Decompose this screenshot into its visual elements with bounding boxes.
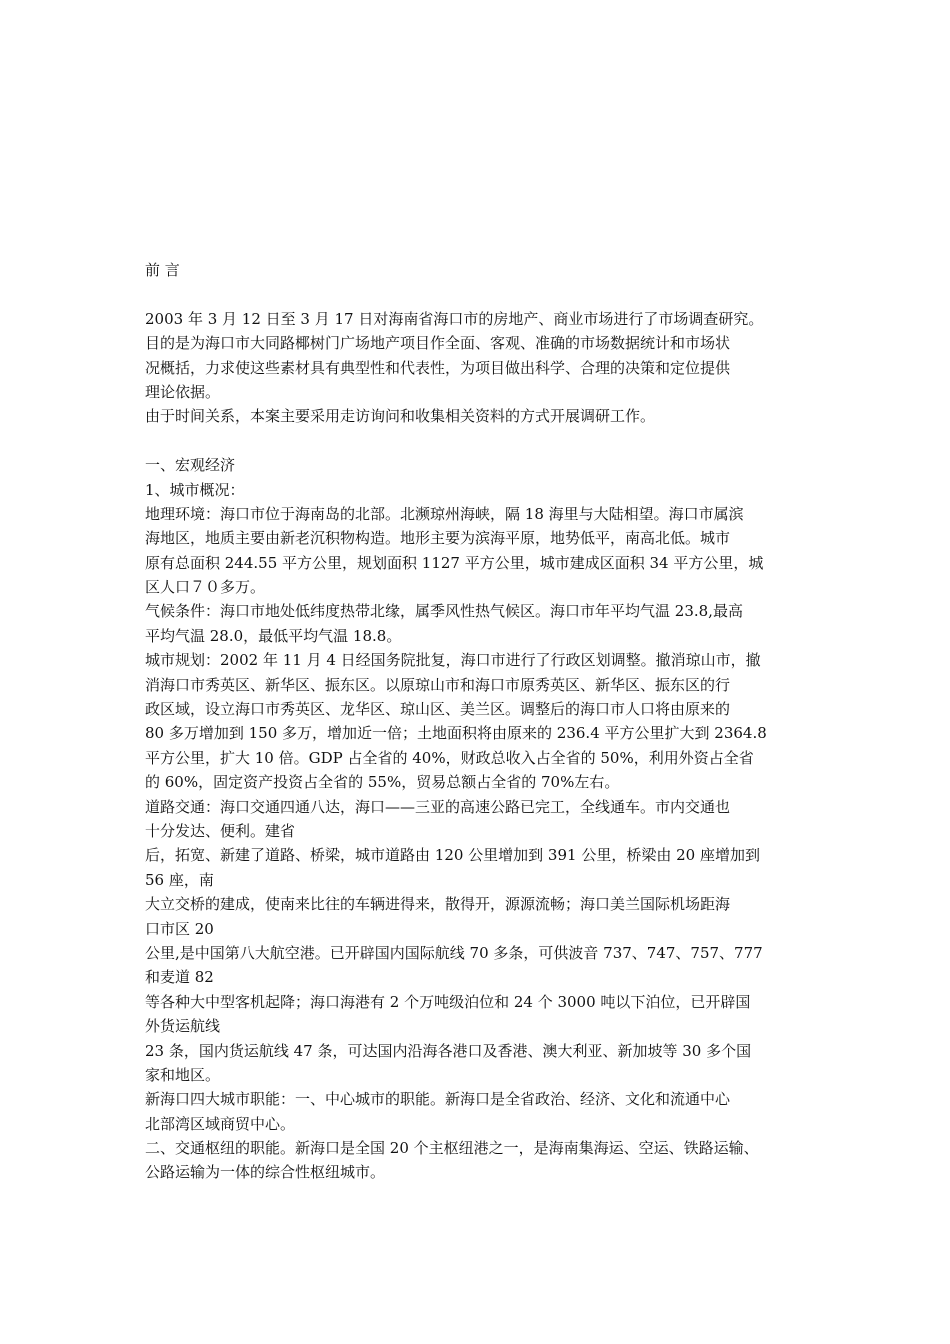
section-heading: 一、宏观经济: [145, 456, 236, 475]
text-line: 城市规划：2002 年 11 月 4 日经国务院批复，海口市进行了行政区划调整。撤消琼山市，撤: [145, 651, 761, 670]
text-line: 由于时间关系，本案主要采用走访询问和收集相关资料的方式开展调研工作。: [145, 407, 656, 426]
text-line: 56 座，南: [145, 870, 214, 889]
blank-line: [145, 282, 815, 306]
text-line: 23 条，国内货运航线 47 条，可达国内沿海各港口及香港、澳大利亚、新加坡等 30 多个国: [145, 1041, 752, 1060]
text-line: 况概括，力求使这些素材具有典型性和代表性，为项目做出科学、合理的决策和定位提供: [145, 358, 731, 377]
paragraph-block-intro: [145, 307, 815, 429]
text-line: 外货运航线: [145, 1017, 221, 1036]
text-line: 新海口四大城市职能：一、中心城市的职能。新海口是全省政治、经济、文化和流通中心: [145, 1090, 731, 1109]
text-line: 十分发达、便利。建省: [145, 821, 296, 840]
text-line: 海地区，地质主要由新老沉积物构造。地形主要为滨海平原，地势低平，南高北低。城市: [145, 529, 731, 548]
text-line: [145, 1185, 815, 1209]
text-line: 公里,是中国第八大航空港。已开辟国内国际航线 70 多条，可供波音 737、747、757、777: [145, 943, 763, 962]
text-line: 二、交通枢纽的职能。新海口是全国 20 个主枢纽港之一，是海南集海运、空运、铁路运输、: [145, 1139, 759, 1158]
text-line: 气候条件：海口市地处低纬度热带北缘，属季风性热气候区。海口市年平均气温 23.8,最高: [145, 602, 743, 621]
text-line: 的 60%，固定资产投资占全省的 55%，贸易总额占全省的 70%左右。: [145, 773, 620, 792]
text-line: 区人口７０多万。: [145, 578, 266, 597]
text-line: 北部湾区域商贸中心。: [145, 1114, 296, 1133]
text-line: 等各种大中型客机起降；海口海港有 2 个万吨级泊位和 24 个 3000 吨以下泊位，已开辟国: [145, 992, 751, 1011]
text-line: 公路运输为一体的综合性枢纽城市。: [145, 1163, 386, 1182]
text-line: 平均气温 28.0，最低平均气温 18.8。: [145, 626, 402, 645]
blank-line: [145, 429, 815, 453]
document-page: [145, 258, 815, 1234]
text-line: [145, 1209, 815, 1233]
text-line: 大立交桥的建成，使南来比往的车辆进得来，散得开，源源流畅；海口美兰国际机场距海: [145, 895, 731, 914]
subsection-heading: 1、城市概况：: [145, 480, 245, 499]
text-line: 目的是为海口市大同路椰树门广场地产项目作全面、客观、准确的市场数据统计和市场状: [145, 334, 731, 353]
text-line: 原有总面积 244.55 平方公里，规划面积 1127 平方公里，城市建成区面积 34 平方公里，城: [145, 553, 764, 572]
text-line: 消海口市秀英区、新华区、振东区。以原琼山市和海口市原秀英区、新华区、振东区的行: [145, 675, 731, 694]
text-line: 家和地区。: [145, 1065, 221, 1084]
text-line: 地理环境：海口市位于海南岛的北部。北濒琼州海峡，隔 18 海里与大陆相望。海口市属滨: [145, 504, 744, 523]
text-line: 平方公里，扩大 10 倍。GDP 占全省的 40%，财政总收入占全省的 50%，利用外资占全省: [145, 748, 754, 767]
text-line: 2003 年 3 月 12 日至 3 月 17 日对海南省海口市的房地产、商业市场进行了市场调查研究。: [145, 309, 764, 328]
paragraph-block-macro-economy: [145, 453, 815, 1234]
text-line: 和麦道 82: [145, 968, 214, 987]
text-line: 80 多万增加到 150 多万，增加近一倍；土地面积将由原来的 236.4 平方公里扩大到 2364.8: [145, 724, 767, 743]
text-line: 后，拓宽、新建了道路、桥梁，城市道路由 120 公里增加到 391 公里，桥梁由 20 座增加到: [145, 846, 760, 865]
section-heading-preface: 前 言: [145, 261, 180, 279]
text-line: 口市区 20: [145, 919, 214, 938]
text-line: 理论依据。: [145, 382, 221, 401]
text-line: 政区域，设立海口市秀英区、龙华区、琼山区、美兰区。调整后的海口市人口将由原来的: [145, 700, 731, 719]
text-line: 道路交通：海口交通四通八达，海口——三亚的高速公路已完工，全线通车。市内交通也: [145, 797, 731, 816]
